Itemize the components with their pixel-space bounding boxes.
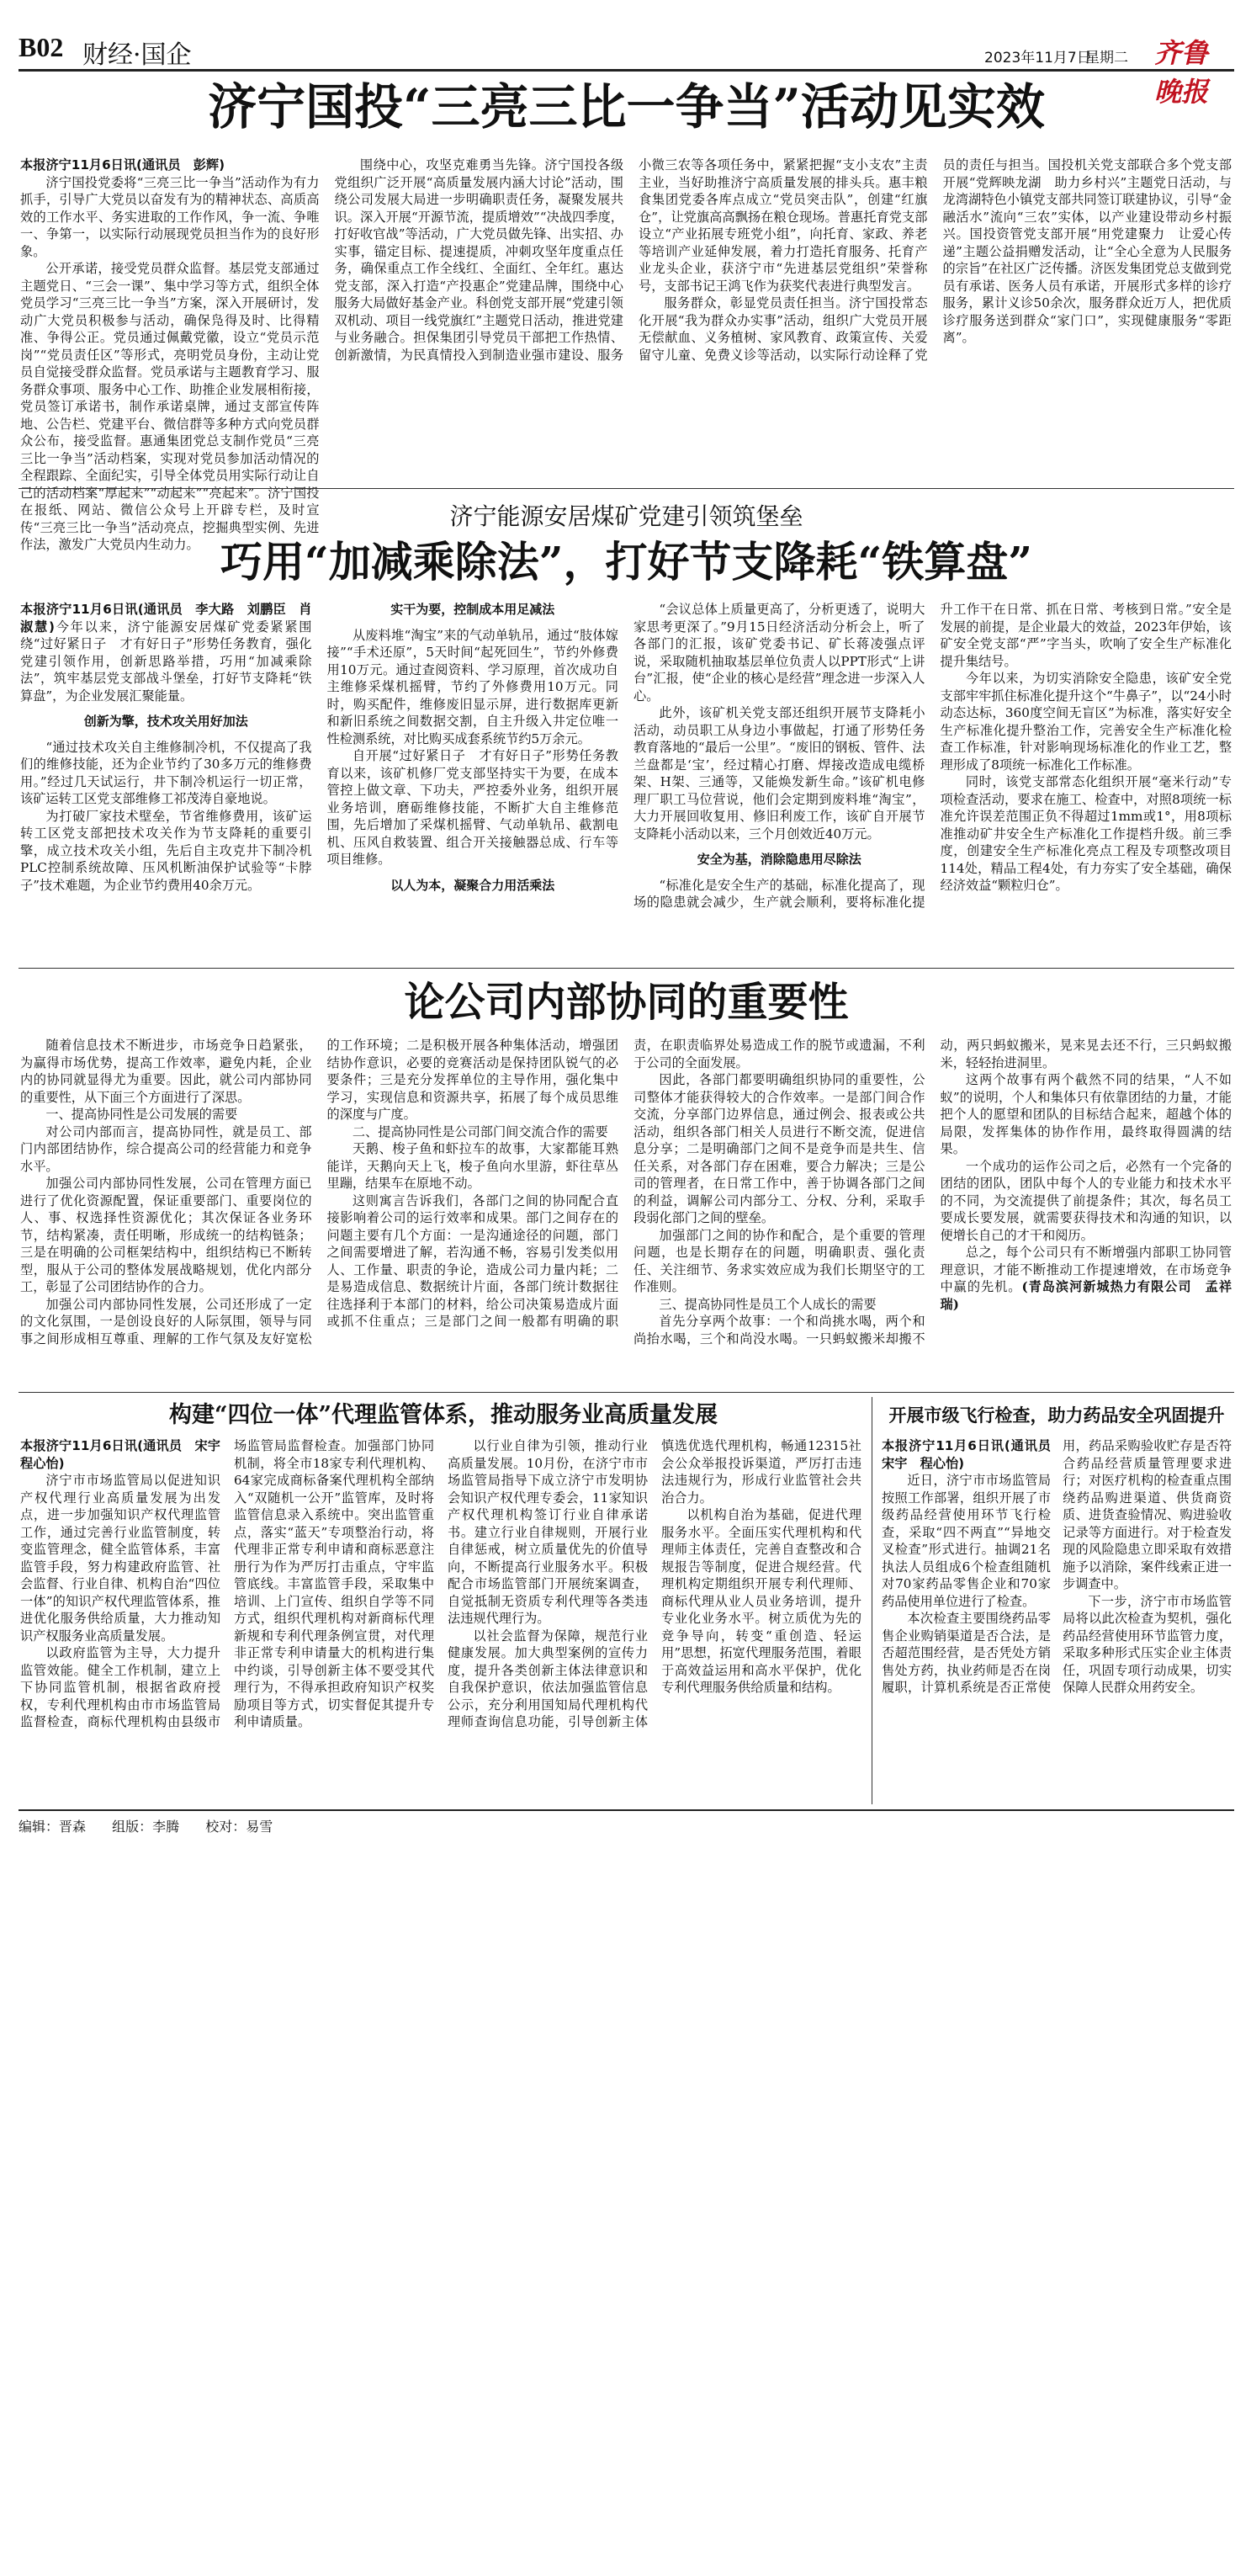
article3-paragraph: 因此，各部门都要明确组织协同的重要性，公司整体才能获得较大的合作效率。一是部门间合作交流，分享部门边界信息，通过例会、报表或公共活动，组织各部门相关人员进行不断交流，促进信息分享；二是明确部门之间不是竞争而是共生、信任关系，对各部门存在困难，要合力解决；三是公司的管理者，在日常工作中，善于协调各部门之间的利益，调解公司内部分工、分权、分利，采取手段弱化部门之间的壁垒。 (633, 1072, 925, 1225)
article2-kicker: 济宁能源安居煤矿党建引领筑堡垒 (449, 502, 803, 530)
article4-text (20, 1437, 861, 1731)
article2-paragraph: “通过技术攻关自主维修制冷机，不仅提高了我们的维修技能，还为企业节约了30多万元的维修费用。”经过几天试运行，井下制冷机运行一切正常，该矿运转工区党支部维修工祁茂涛自豪地说。 (20, 739, 312, 806)
article5-paragraph: 本次检查主要围绕药品零售企业购销渠道是否合法，是否超范围经营，是否凭处方销售处方药，执业药师是否在岗履职，计算机系统是否正常使用，药品采购验收贮存是否符合药品经营质量管理要求进行；对医疗机构的检查重点围绕药品购进渠道、供货商资质、进货查验情况、购进验收记录等方面进行。对于检查发现的风险隐患立即采取有效措施予以消除，案件线索正进一步调查中。 (882, 1438, 1232, 1695)
article2-paragraph: 今年以来，为切实消除安全隐患，该矿安全党支部牢牢抓住标准化提升这个“牛鼻子”，以“24小时动态达标，360度空间无盲区”为标准，落实好安全生产标准化提升整治工作，完善安全生产标准化检查工作标准，针对影响现场标准化的作业工艺，整理形成了8项统一标准化工作标准。 (940, 671, 1232, 773)
article3-paragraph: 一个成功的运作公司之后，必然有一个完备的团结的团队，团队中每个人的专业能力和技术水平的不同，为交流提供了前提条件；其次，每名员工要成长要发展，就需要获得技术和沟通的知识，以便增长自己的才干和阅历。 (940, 1158, 1232, 1243)
page-number: B02 (19, 32, 64, 62)
article2-title: 巧用“加减乘除法”，打好节支降耗“铁算盘” (220, 537, 1033, 587)
article3-paragraph: 二、提高协同性是公司部门间交流合作的需要 (352, 1123, 608, 1139)
article4-body (20, 1437, 861, 1801)
article2-body (20, 601, 1232, 963)
issue-date: 2023年11月7日 (984, 50, 1091, 66)
article3-text (20, 1037, 1232, 1347)
article2-paragraph: “会议总体上质量更高了，分析更透了，说明大家思考更深了。”9月15日经济活动分析会上，听了各部门的汇报，该矿党委书记、矿长蒋凌强点评说，采取随机抽取基层单位负责人以PPT形式“上讲台”汇报，使“企业的核心是经营”理念进一步深入人心。 (633, 602, 925, 704)
article3-paragraph: 加强部门之间的协作和配合，是个重要的管理问题，也是长期存在的问题，明确职责、强化责任、关注细节、务求实效应成为我们长期坚守的工作准则。 (633, 1227, 925, 1294)
article3-paragraph: 这则寓言告诉我们，各部门之间的协同配合直接影响着公司的运行效率和成果。部门之间存在的问题主要有几个方面：一是沟通途径的问题，部门之间需要增进了解，若沟通不畅，容易引发类似用人、工作量、职责的争论，造成公司力量内耗；二是易造成信息、数据统计片面，各部门统计数据往往选择利于本部门的材料，给公司决策易造成片面或抓不住重点；三是部门之间一般都有明确的职责，在职责临界处易造成工作的脱节或遗漏，不利于公司的全面发展。 (326, 1038, 925, 1329)
article2-paragraph: 从废料堆“淘宝”来的气动单轨吊，通过“肢体嫁接”“手术还原”，5天时间“起死回生”，节约外修费用10万元。通过查阅资料、学习原理，首次成功自主维修采煤机摇臂，节约了外修费用10万元。同时，购买配件，维修废旧显示屏，进行数据库更新和新旧系统之间数据交割，自主升级入井定位唯一性检测系统，对比购买成套系统节约5万余元。 (326, 627, 618, 746)
article3-paragraph: 一、提高协同性是公司发展的需要 (45, 1107, 238, 1122)
article3-author: (青岛滨河新城热力有限公司 孟祥瑞) (940, 1279, 1232, 1312)
divider (19, 968, 1234, 969)
issue-weekday: 星期二 (1085, 50, 1128, 66)
article1-paragraph: 服务群众，彰显党员责任担当。济宁国投常态化开展“我为群众办实事”活动，组织广大党员开展无偿献血、义务植树、家风教育、政策宣传、关爱留守儿童、免费义诊等活动，以实际行动诠释了党员的责任与担当。国投机关党支部联合多个党支部开展“党辉映龙湖 助力乡村兴”主题党日活动，与龙湾湖特色小镇党支部共同签订联建协议，引导“金融活水”流向“三农”实体，以产业建设带动乡村振兴。国投资管党支部开展“用党建聚力 让爱心传递”主题公益捐赠发活动，让“全心全意为人民服务的宗旨”在社区广泛传播。济医发集团党总支做到党员有承诺、医务人员有承诺，开展形式多样的诊疗服务，累计义诊50余次，服务群众近万人，把优质诊疗服务送到群众“家门口”，实现健康服务“零距离”。 (639, 157, 1232, 363)
article3-title: 论公司内部协同的重要性 (404, 979, 849, 1026)
article5-paragraph: 近日，济宁市市场监管局按照工作部署，组织开展了市级药品经营使用环节飞行检查，采取“四不两直”“异地交叉检查”形式进行。抽调21名执法人员组成6个检查组随机对70家药品零售企业和70家药品使用单位进行了检查。 (882, 1473, 1051, 1609)
article1-paragraph: 济宁国投党委将“三亮三比一争当”活动作为有力抓手，引导广大党员以奋发有为的精神状态、高质高效的工作水平、务实进取的工作作风，争一流、争唯一、争第一，以实际行动展现党员担当作为的良好形象。 (20, 174, 320, 259)
article1-byline: 本报济宁11月6日讯(通讯员 彭辉) (20, 157, 225, 173)
article4-title: 构建“四位一体”代理监管体系，推动服务业高质量发展 (168, 1402, 718, 1428)
divider (19, 488, 1234, 489)
article4-paragraph: 以政府监管为主导，大力提升监管效能。健全工作机制，建立上下协同监管机制，根据省政府授权，专利代理机构由市市场监管局监督检查，商标代理机构由县级市场监管局监督检查。加强部门协同机制，将全市18家专利代理机构、64家完成商标备案代理机构全部纳入“双随机一公开”监管库，及时将监管信息录入系统中。突出监管重点，落实“蓝天”专项整治行动，将代理非正常专利申请和商标恶意注册行为作为严厉打击重点，守牢监管底线。丰富监管手段，采取集中培训、上门宣传、组织自学等不同方式，组织代理机构对新商标代理新规和专利代理条例宣贯，对代理非正常专利申请量大的机构进行集中约谈，引导创新主体不要受其代理行为，不得承担政府知识产权奖励项目等方式，切实督促其提升专利申请质量。 (20, 1438, 434, 1729)
article1-paragraph: 围绕中心，攻坚克难勇当先锋。济宁国投各级党组织广泛开展“高质量发展内涵大讨论”活动，围绕公司发展大局进一步明确职责任务，凝聚发展共识。深入开展“开源节流，提质增效”“决战四季度，打好收官战”等活动，广大党员做先锋、出实招、办实事，锚定目标、提速提质，冲刺攻坚年度重点任务，确保重点工作全线红、全面红、全年红。惠达党支部，深入打造“产投惠企”党建品牌，围绕中心服务大局做好基金产业。科创党支部开展“党建引领双机动、项目一线党旗红”主题党日活动，推进党建与业务融合。担保集团引导党员干部把工作热情、创新激情，为民真情投入到制造业强市建设、服务小微三农等各项任务中，紧紧把握“支小支农”主责主业，当好助推济宁高质量发展的排头兵。惠丰粮食集团党委各库点成立“党员突击队”，创建“红旗仓”，让党旗高高飘扬在粮仓现场。普惠托育党支部设立“产业拓展专班党小组”，向托育、家政、养老等培训产业延伸发展，着力打造托育服务、托育产业龙头企业，获济宁市“先进基层党组织”荣誉称号，支部书记王鸿飞作为获奖代表进行典型发言。 (334, 157, 928, 363)
article3-paragraph: 加强公司内部协同性发展，公司在管理方面已进行了优化资源配置，保证重要部门、重要岗位的人、事、权选择性资源优化；其次保证各业务环节，结构紧凑，责任明晰，形成统一的结构链条；三是在明确的公司框架结构中，组织结构已不断转型，服从于公司的整体发展战略规划，优化内部分工，彰显了公司团结协作的合力。 (20, 1176, 312, 1294)
article3-paragraph: 三、提高协同性是员工个人成长的需要 (659, 1296, 877, 1312)
article2-lead: 今年以来，济宁能源安居煤矿党委紧紧围绕“过好紧日子 才有好日子”形势任务教育，强化党建引领作用，创新思路举措，巧用“加减乘除法”，筑牢基层党支部战斗堡垒，打好节支降耗“铁算盘”，为企业发展汇聚能量。 (20, 619, 312, 704)
article2-paragraph: 此外，该矿机关党支部还组织开展节支降耗小活动，动员职工从身边小事做起，打通了形势任务教育落地的“最后一公里”。“废旧的钢板、管件、法兰盘都是‘宝’，经过精心打磨、焊接改造成电缆桥架、H架、三通等，又能焕发新生命。”该矿机电修理厂职工马位营说，他们会定期到废料堆“淘宝”，大力开展回收复用、修旧利废工作，该矿自开展节支降耗小活动以来，三个月创效近40万元。 (633, 705, 925, 842)
article4-paragraph: 以机构自治为基础，促进代理服务水平。全面压实代理机构和代理师主体责任，完善自查整改和合规报告等制度，促进合规经营。代理机构定期组织开展专利代理师、商标代理从业人员业务培训，提升专业化业务水平。树立质优为先的竞争导向，转变“重创造、轻运用”思想，拓宽代理服务范围，着眼于高效益运用和高水平保护，优化专利代理服务供给质量和结构。 (661, 1507, 861, 1695)
article5-text (882, 1437, 1232, 1697)
article2-subhead: 以人为本，凝聚合力用活乘法 (390, 877, 555, 893)
article4-paragraph: 济宁市市场监管局以促进知识产权代理行业高质量发展为出发点，进一步加强知识产权代理监管工作，通过完善行业监管制度，转变监管理念，健全监管体系，丰富监管手段，努力构建政府监管、社会监督、行业自律、机构自治“四位一体”的知识产权代理监管体系，推进优化服务供给质量，大力推动知识产权服务业高质量发展。 (20, 1473, 220, 1644)
article3-paragraph (941, 1244, 1232, 1313)
article3-paragraph: 天鹅、梭子鱼和虾拉车的故事，大家都能耳熟能详，天鹅向天上飞，梭子鱼向水里游，虾往草丛里蹦，结果车在原地不动。 (326, 1141, 618, 1191)
article3-paragraph: 加强公司内部协同性发展，公司还形成了一定的文化氛围，一是创设良好的人际氛围，领导与同事之间形成相互尊重、理解的工作气氛及友好宽松的工作环境；二是积极开展各种集体活动，增强团结协作意识，必要的竞赛活动是保持团队锐气的必要条件；三是充分发挥单位的主导作用，强化集中学习，实现信息和资源共享，拓展了每个成员思维的深度与广度。 (20, 1038, 618, 1346)
page-footer (19, 1809, 1234, 1835)
article1-col2 (335, 157, 1232, 483)
editor-credit: 编辑：晋森 (19, 1819, 87, 1835)
article4-paragraph: 以行业自律为引领，推动行业高质量发展。10月份，在济宁市市场监管局指导下成立济宁市发明协会知识产权代理专委会，11家知识产权代理机构签订行业自律承诺书。建立行业自律规则，开展行业自律惩戒，树立质量优先的价值导向，不断提高行业服务水平。积极配合市场监管部门开展统案调查，自觉抵制无资质专利代理等各类违法违规代理行为。 (448, 1438, 648, 1626)
proof-credit: 校对：易雪 (205, 1819, 273, 1835)
article5-paragraph: 下一步，济宁市市场监管局将以此次检查为契机，强化药品经营使用环节监管力度，采取多种形式压实企业主体责任，巩固专项行动成果，切实保障人民群众用药安全。 (1063, 1593, 1232, 1695)
article5-body (882, 1437, 1232, 1801)
article3-paragraph: 随着信息技术不断进步，市场竞争日趋紧张，为赢得市场优势，提高工作效率，避免内耗，企业内的协同就显得尤为重要。因此，就公司内部协同的重要性，从下面三个方面进行了深思。 (20, 1038, 312, 1105)
article2-text (20, 601, 1232, 911)
newspaper-logo: 齐鲁晚报 (1154, 37, 1209, 108)
article3-body (20, 1037, 1232, 1385)
article4-byline: 本报济宁11月6日讯(通讯员 宋宇 程心怡) (20, 1438, 234, 1471)
article3-closing: 总之，每个公司只有不断增强内部职工协同管理意识，才能不断推动工作提速增效，在市场竞争中赢的先机。 (940, 1245, 1232, 1294)
article2-paragraph: 自开展“过好紧日子 才有好日子”形势任务教育以来，该矿机修厂党支部坚持实干为要，在成本管控上做文章、下功夫，严控委外业务，组织开展业务培训，磨砺维修技能，不断扩大自主维修范围，先后增加了采煤机摇臂、气动单轨吊、截割电机、压风自救装置、组合开关接触器总成、行车等项目维修。 (326, 748, 618, 867)
article3-paragraph: 首先分享两个故事：一个和尚挑水喝，两个和尚抬水喝，三个和尚没水喝。一只蚂蚁搬米却搬不动，两只蚂蚁搬米，晃来晃去还不行，三只蚂蚁搬米，轻轻抬进洞里。 (633, 1038, 1232, 1346)
article2-subhead: 安全为基，消除隐患用尽除法 (697, 852, 861, 867)
article2-paragraph: 为打破厂家技术壁垒，节省维修费用，该矿运转工区党支部把技术攻关作为节支降耗的重要引擎，成立技术攻关小组，先后自主攻克井下制冷机PLC控制系统故障、压风机断油保护试验等“卡脖子”技术难题，为企业节约费用40余万元。 (20, 808, 312, 893)
article1-title: 济宁国投“三亮三比一争当”活动见实效 (208, 78, 1045, 135)
article3-paragraph: 这两个故事有两个截然不同的结果，“人不如蚁”的说明，个人和集体只有依靠团结的力量，才能把个人的愿望和团队的目标结合起来，超越个体的局限，发挥集体的协作作用，最终取得圆满的结果。 (940, 1072, 1232, 1156)
article1-col1 (20, 157, 320, 552)
section-name: 财经·国企 (82, 40, 192, 70)
divider (19, 1392, 1234, 1393)
article4-paragraph: 以社会监督为保障，规范行业健康发展。加大典型案例的宣传力度，提升各类创新主体法律意识和自我保护意识，依法加强监管信息公示，充分利用国知局代理机构代理师查询信息功能，引导创新主体慎选优选代理机构，畅通12315社会公众举报投诉渠道，严厉打击违法违规行为，形成行业监管社会共治合力。 (448, 1438, 861, 1729)
layout-credit: 组版：李腾 (112, 1819, 180, 1835)
article2-subhead: 实干为要，控制成本用足减法 (390, 602, 555, 617)
article5-title: 开展市级飞行检查，助力药品安全巩固提升 (888, 1405, 1225, 1426)
article1-paragraph: 公开承诺，接受党员群众监督。基层党支部通过主题党日、“三会一课”、集中学习等方式，组织全体党员学习“三亮三比一争当”方案，深入开展研讨，发动广大党员积极参与活动，确保凫得及时、比得精准、争得公正。党员通过佩戴党徽，设立“党员示范岗”“党员责任区”等形式，亮明党员身份，主动让党员自觉接受群众监督。党员承诺与主题教育学习、服务群众事项、服务中心工作、助推企业发展相衔接，党员签订承诺书，制作承诺桌牌，通过支部宣传阵地、公告栏、党建平台、微信群等多种方式向党员群众公布，接受监督。惠通集团党总支制作党员“三亮三比一争当”活动档案，实现对党员参加活动情况的全程跟踪、全面纪实，引导全体党员用实际行动让自己的活动档案“厚起来”“动起来”“亮起来”。济宁国投在报纸、网站、微信公众号上开辟专栏，及时宣传“三亮三比一争当”活动亮点，挖掘典型实例、先进作法，激发广大党员内生动力。 (20, 261, 320, 552)
article3-paragraph: 对公司内部而言，提高协同性，就是员工、部门内部团结协作，综合提高公司的经营能力和竞争水平。 (20, 1123, 312, 1174)
article5-byline: 本报济宁11月6日讯(通讯员 宋宇 程心怡) (882, 1438, 1064, 1471)
article2-byline: 本报济宁11月6日讯(通讯员 李大路 刘鹏臣 肖淑慧) (20, 602, 312, 635)
article2-paragraph: “标准化是安全生产的基础，标准化提高了，现场的隐患就会减少，生产就会顺利，要将标准化提升工作干在日常、抓在日常、考核到日常。”安全是发展的前提，是企业最大的效益，2023年伊始，该矿安全党支部“严”字当头，吹响了安全生产标准化提升集结号。 (633, 602, 1232, 910)
article2-paragraph: 同时，该党支部常态化组织开展“毫米行动”专项检查活动，要求在施工、检查中，对照8项统一标准允许误差范围正负不得超过1mm或1°，用8项标准推动矿井安全生产标准化工作提档升级。前三季度，创建安全生产标准化亮点工程及专项整改项目114处，精品工程4处，有力夯实了安全基础，确保经济效益“颗粒归仓”。 (940, 774, 1232, 893)
article2-subhead: 创新为擎，技术攻关用好加法 (83, 714, 248, 729)
